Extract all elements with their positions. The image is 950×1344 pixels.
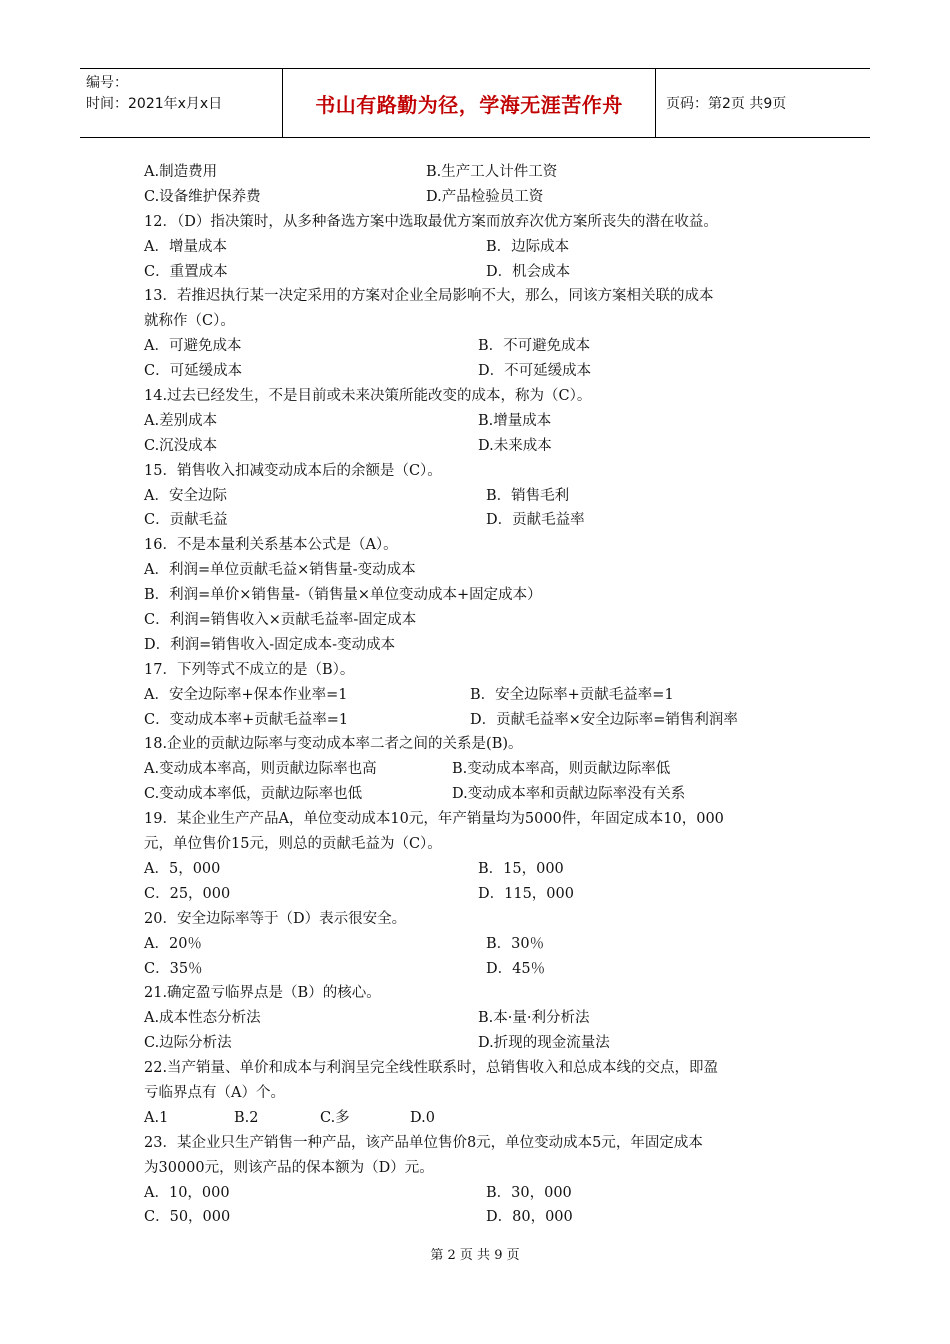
text-line bbox=[144, 484, 824, 509]
line-text: C．利润=销售收入×贡献毛益率-固定成本 bbox=[144, 612, 417, 629]
text-line bbox=[144, 683, 824, 708]
text-line bbox=[144, 1205, 824, 1230]
text-line bbox=[144, 160, 824, 185]
text-line bbox=[144, 1131, 824, 1156]
option-text: B．15，000 bbox=[478, 860, 564, 877]
text-line bbox=[144, 235, 824, 260]
text-line bbox=[144, 384, 824, 409]
text-line bbox=[144, 508, 824, 533]
text-line bbox=[144, 533, 824, 558]
line-text: A．增量成本 bbox=[144, 238, 227, 255]
text-line bbox=[144, 1031, 824, 1056]
option-text: B.2 bbox=[234, 1109, 259, 1126]
line-text: C.边际分析法 bbox=[144, 1035, 232, 1052]
text-line bbox=[144, 732, 824, 757]
line-text: A.制造费用 bbox=[144, 164, 218, 180]
option-text: D．80，000 bbox=[486, 1209, 573, 1226]
option-text: C.多 bbox=[320, 1109, 350, 1126]
line-text: 17．下列等式不成立的是（B）。 bbox=[144, 661, 355, 678]
line-text: D．利润=销售收入-固定成本-变动成本 bbox=[144, 636, 396, 653]
option-text: B．30％ bbox=[486, 935, 545, 952]
line-text: A．20％ bbox=[144, 935, 202, 952]
text-line bbox=[144, 284, 824, 309]
text-line bbox=[144, 658, 824, 683]
option-text: D.变动成本率和贡献边际率没有关系 bbox=[452, 786, 686, 803]
header-meta bbox=[80, 69, 282, 137]
option-text: B．边际成本 bbox=[486, 238, 570, 255]
text-line bbox=[144, 633, 824, 658]
text-line bbox=[144, 334, 824, 359]
line-text: C．重置成本 bbox=[144, 263, 228, 280]
line-text: 21.确定盈亏临界点是（B）的核心。 bbox=[144, 985, 381, 1002]
text-line bbox=[144, 857, 824, 882]
line-text: 就称作（C）。 bbox=[144, 313, 235, 330]
text-line bbox=[144, 807, 824, 832]
line-text: 12．（D）指决策时，从多种备选方案中选取最优方案而放弃次优方案所丧失的潜在收益。 bbox=[144, 213, 718, 230]
text-line bbox=[144, 932, 824, 957]
document-body bbox=[144, 160, 824, 1230]
line-text: C．可延缓成本 bbox=[144, 363, 243, 380]
option-text: B.增量成本 bbox=[478, 412, 552, 429]
line-text: 为30000元，则该产品的保本额为（D）元。 bbox=[144, 1159, 434, 1176]
text-line bbox=[144, 757, 824, 782]
option-text: B.本·量·利分析法 bbox=[478, 1010, 590, 1027]
option-text: D．115，000 bbox=[478, 885, 574, 902]
line-text: B．利润=单价×销售量-（销售量×单位变动成本+固定成本） bbox=[144, 587, 542, 604]
text-line bbox=[144, 782, 824, 807]
line-text: A．利润=单位贡献毛益×销售量-变动成本 bbox=[144, 562, 416, 579]
page-info: 页码：第2页 共9页 bbox=[666, 96, 787, 112]
line-text: C．25，000 bbox=[144, 885, 231, 902]
option-text: D．机会成本 bbox=[486, 263, 571, 280]
option-text: D．不可延缓成本 bbox=[478, 363, 592, 380]
line-text: 23．某企业只生产销售一种产品，该产品单位售价8元，单位变动成本5元，年固定成本 bbox=[144, 1134, 703, 1151]
text-line bbox=[144, 185, 824, 210]
text-line bbox=[144, 1006, 824, 1031]
text-line bbox=[144, 957, 824, 982]
line-text: C．50，000 bbox=[144, 1209, 231, 1226]
line-text: C．35％ bbox=[144, 960, 203, 977]
text-line bbox=[144, 409, 824, 434]
line-text: C.设备维护保养费 bbox=[144, 188, 261, 205]
text-line bbox=[144, 708, 824, 733]
line-text: C．贡献毛益 bbox=[144, 512, 228, 529]
text-line bbox=[144, 260, 824, 285]
line-text: A．5，000 bbox=[144, 860, 221, 877]
text-line bbox=[144, 1106, 824, 1131]
line-text: A．安全边际率+保本作业率=1 bbox=[144, 686, 348, 703]
line-text: A.成本性态分析法 bbox=[144, 1010, 261, 1027]
option-text: B．30，000 bbox=[486, 1184, 572, 1201]
text-line bbox=[144, 309, 824, 334]
option-text: D.0 bbox=[410, 1109, 435, 1126]
option-text: D．贡献毛益率 bbox=[486, 512, 585, 529]
text-line bbox=[144, 981, 824, 1006]
text-line bbox=[144, 434, 824, 459]
line-text: C.沉没成本 bbox=[144, 437, 218, 454]
motto: 书山有路勤为径，学海无涯苦作舟 bbox=[315, 92, 623, 117]
option-text: D．贡献毛益率×安全边际率=销售利润率 bbox=[470, 711, 738, 728]
line-text: A．可避免成本 bbox=[144, 338, 242, 355]
text-line bbox=[144, 1181, 824, 1206]
line-text: A．10，000 bbox=[144, 1184, 230, 1201]
line-text: A.1 bbox=[144, 1109, 169, 1126]
text-line bbox=[144, 1081, 824, 1106]
text-line bbox=[144, 1156, 824, 1181]
line-text: 19．某企业生产产品A，单位变动成本10元，年产销量均为5000件，年固定成本10，000 bbox=[144, 811, 724, 828]
page-footer: 第 2 页 共 9 页 bbox=[430, 1248, 520, 1263]
header-page-cell bbox=[656, 69, 870, 137]
time-label: 时间：2021年x月x日 bbox=[86, 96, 223, 112]
line-text: 亏临界点有（A）个。 bbox=[144, 1084, 285, 1101]
text-line bbox=[144, 1056, 824, 1081]
line-text: C.变动成本率低，贡献边际率也低 bbox=[144, 786, 363, 803]
option-text: B.生产工人计件工资 bbox=[426, 164, 558, 180]
page-header bbox=[80, 68, 870, 138]
option-text: B.变动成本率高，则贡献边际率低 bbox=[452, 761, 671, 778]
option-text: B．销售毛利 bbox=[486, 487, 570, 504]
line-text: 13．若推迟执行某一决定采用的方案对企业全局影响不大，那么，同该方案相关联的成本 bbox=[144, 288, 714, 305]
header-motto-cell bbox=[282, 69, 656, 137]
text-line bbox=[144, 583, 824, 608]
line-text: 20．安全边际率等于（D）表示很安全。 bbox=[144, 910, 407, 927]
option-text: D.产品检验员工资 bbox=[426, 188, 544, 205]
option-text: D.折现的现金流量法 bbox=[478, 1035, 610, 1052]
line-text: 18.企业的贡献边际率与变动成本率二者之间的关系是(B)。 bbox=[144, 736, 523, 753]
text-line bbox=[144, 210, 824, 235]
line-text: 15．销售收入扣减变动成本后的余额是（C）。 bbox=[144, 462, 442, 479]
option-text: B．不可避免成本 bbox=[478, 338, 591, 355]
text-line bbox=[144, 907, 824, 932]
text-line bbox=[144, 832, 824, 857]
text-line bbox=[144, 558, 824, 583]
line-text: A．安全边际 bbox=[144, 487, 227, 504]
text-line bbox=[144, 882, 824, 907]
line-text: 22.当产销量、单价和成本与利润呈完全线性联系时，总销售收入和总成本线的交点，即盈 bbox=[144, 1060, 719, 1077]
line-text: C．变动成本率+贡献毛益率=1 bbox=[144, 711, 349, 728]
line-text: A.差别成本 bbox=[144, 412, 218, 429]
option-text: D．45％ bbox=[486, 960, 546, 977]
line-text: 16．不是本量利关系基本公式是（A）。 bbox=[144, 537, 398, 554]
option-text: B．安全边际率+贡献毛益率=1 bbox=[470, 686, 674, 703]
text-line bbox=[144, 608, 824, 633]
option-text: D.未来成本 bbox=[478, 437, 552, 454]
number-label: 编号： bbox=[86, 75, 128, 91]
text-line bbox=[144, 359, 824, 384]
line-text: 14.过去已经发生，不是目前或未来决策所能改变的成本，称为（C）。 bbox=[144, 388, 592, 405]
text-line bbox=[144, 459, 824, 484]
line-text: A.变动成本率高，则贡献边际率也高 bbox=[144, 761, 377, 778]
line-text: 元，单位售价15元，则总的贡献毛益为（C）。 bbox=[144, 836, 442, 853]
